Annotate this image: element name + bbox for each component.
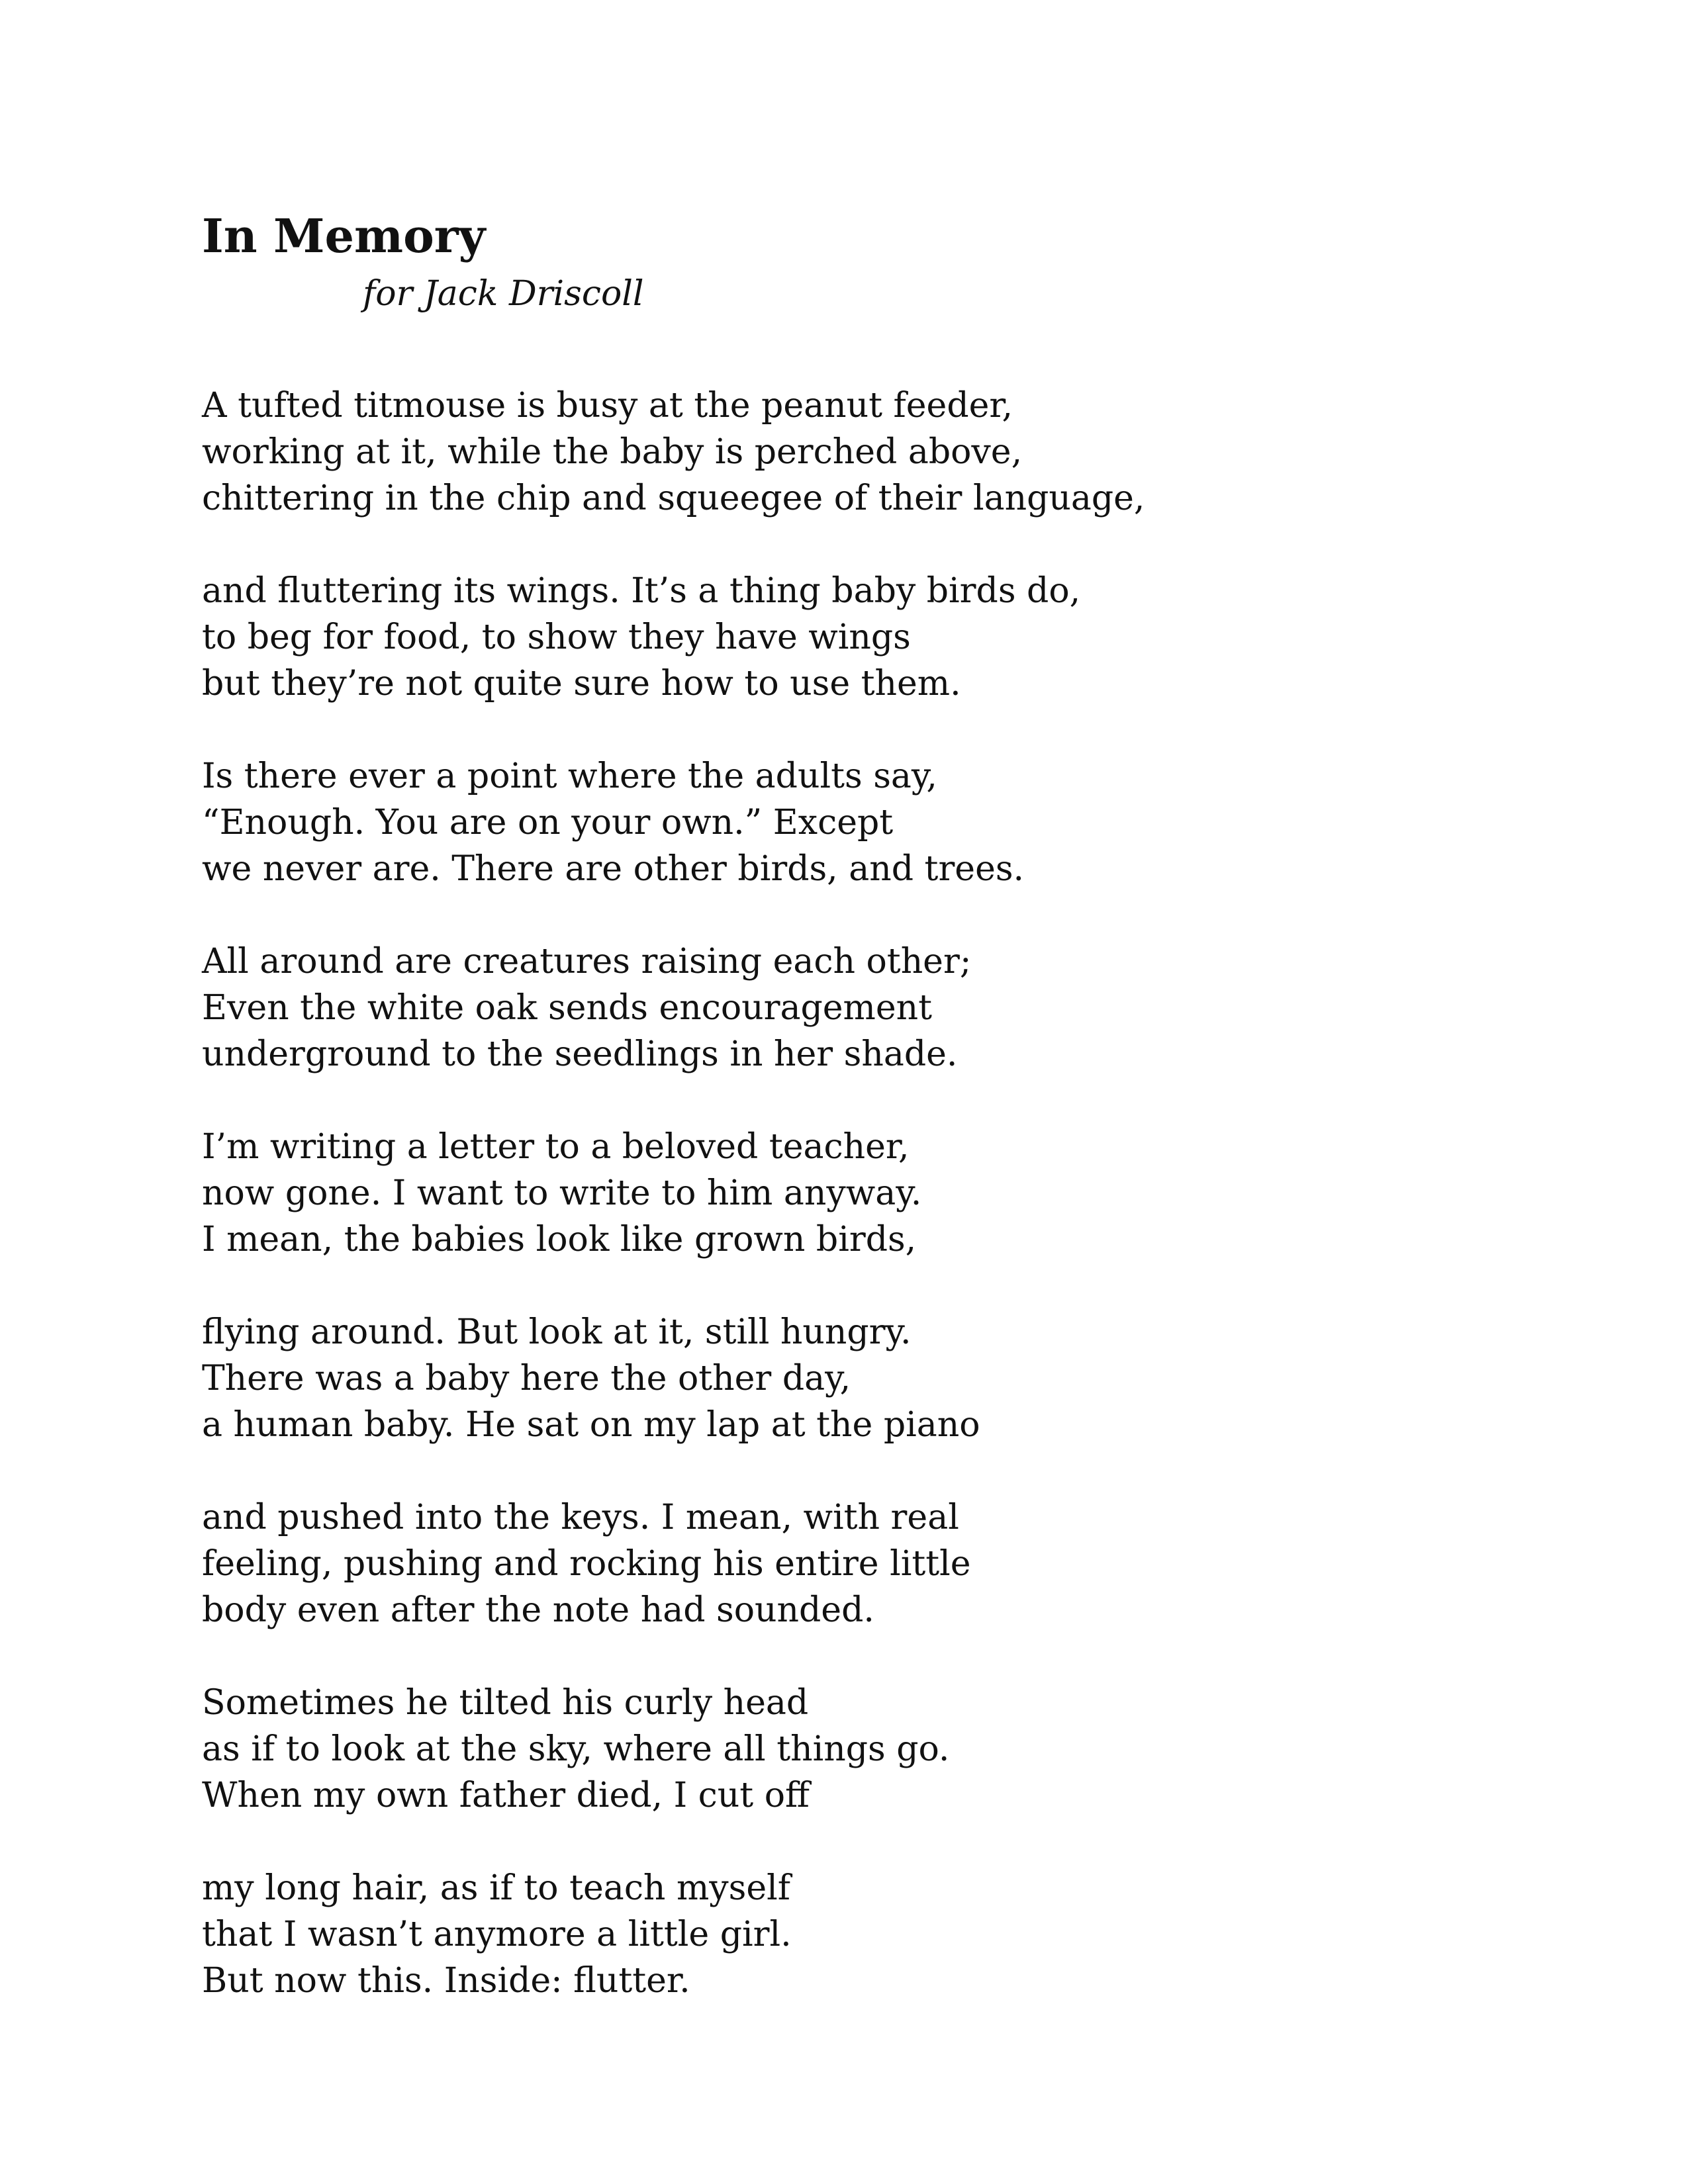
poem-line: All around are creatures raising each other; <box>202 942 972 981</box>
poem-line: A tufted titmouse is busy at the peanut feeder, <box>202 386 1013 426</box>
poem-line: now gone. I want to write to him anyway. <box>202 1173 922 1213</box>
poem-line: Sometimes he tilted his curly head <box>202 1683 809 1723</box>
poem-line: my long hair, as if to teach myself <box>202 1868 790 1908</box>
poem-line: But now this. Inside: flutter. <box>202 1961 690 2001</box>
stanza-5 <box>202 1124 1526 1263</box>
stanza-8 <box>202 1680 1526 1819</box>
poem-line: to beg for food, to show they have wings <box>202 617 911 657</box>
poem-line: that I wasn’t anymore a little girl. <box>202 1915 792 1954</box>
poem-line: but they’re not quite sure how to use them. <box>202 664 961 704</box>
stanza-1 <box>202 383 1526 522</box>
poem-title: In Memory <box>202 208 486 263</box>
stanza-7 <box>202 1494 1526 1633</box>
poem-line: body even after the note had sounded. <box>202 1590 874 1630</box>
poem-line: feeling, pushing and rocking his entire little <box>202 1544 971 1584</box>
poem-line: working at it, while the baby is perched above, <box>202 432 1023 472</box>
poem-line: flying around. But look at it, still hungry. <box>202 1312 912 1352</box>
poem-dedication: for Jack Driscoll <box>363 274 644 314</box>
poem-line: as if to look at the sky, where all things go. <box>202 1729 950 1769</box>
stanza-9 <box>202 1865 1526 2004</box>
poem-line: Even the white oak sends encouragement <box>202 988 933 1028</box>
poem-line: When my own father died, I cut off <box>202 1776 810 1815</box>
stanza-6 <box>202 1309 1526 1448</box>
poem-line: I mean, the babies look like grown birds, <box>202 1220 917 1259</box>
poem-line: I’m writing a letter to a beloved teacher, <box>202 1127 910 1167</box>
poem-line: Is there ever a point where the adults say, <box>202 756 937 796</box>
poem-line: chittering in the chip and squeegee of their language, <box>202 478 1145 518</box>
poem-body <box>202 383 1526 2050</box>
poem-line: we never are. There are other birds, and trees. <box>202 849 1025 889</box>
poem-line: There was a baby here the other day, <box>202 1359 851 1398</box>
stanza-3 <box>202 753 1526 892</box>
stanza-4 <box>202 938 1526 1077</box>
poem-line: a human baby. He sat on my lap at the piano <box>202 1405 980 1445</box>
poem-line: “Enough. You are on your own.” Except <box>202 803 894 842</box>
stanza-2 <box>202 568 1526 707</box>
poem-line: and fluttering its wings. It’s a thing baby birds do, <box>202 571 1081 611</box>
poem-line: underground to the seedlings in her shade. <box>202 1034 958 1074</box>
poem-line: and pushed into the keys. I mean, with real <box>202 1498 959 1537</box>
